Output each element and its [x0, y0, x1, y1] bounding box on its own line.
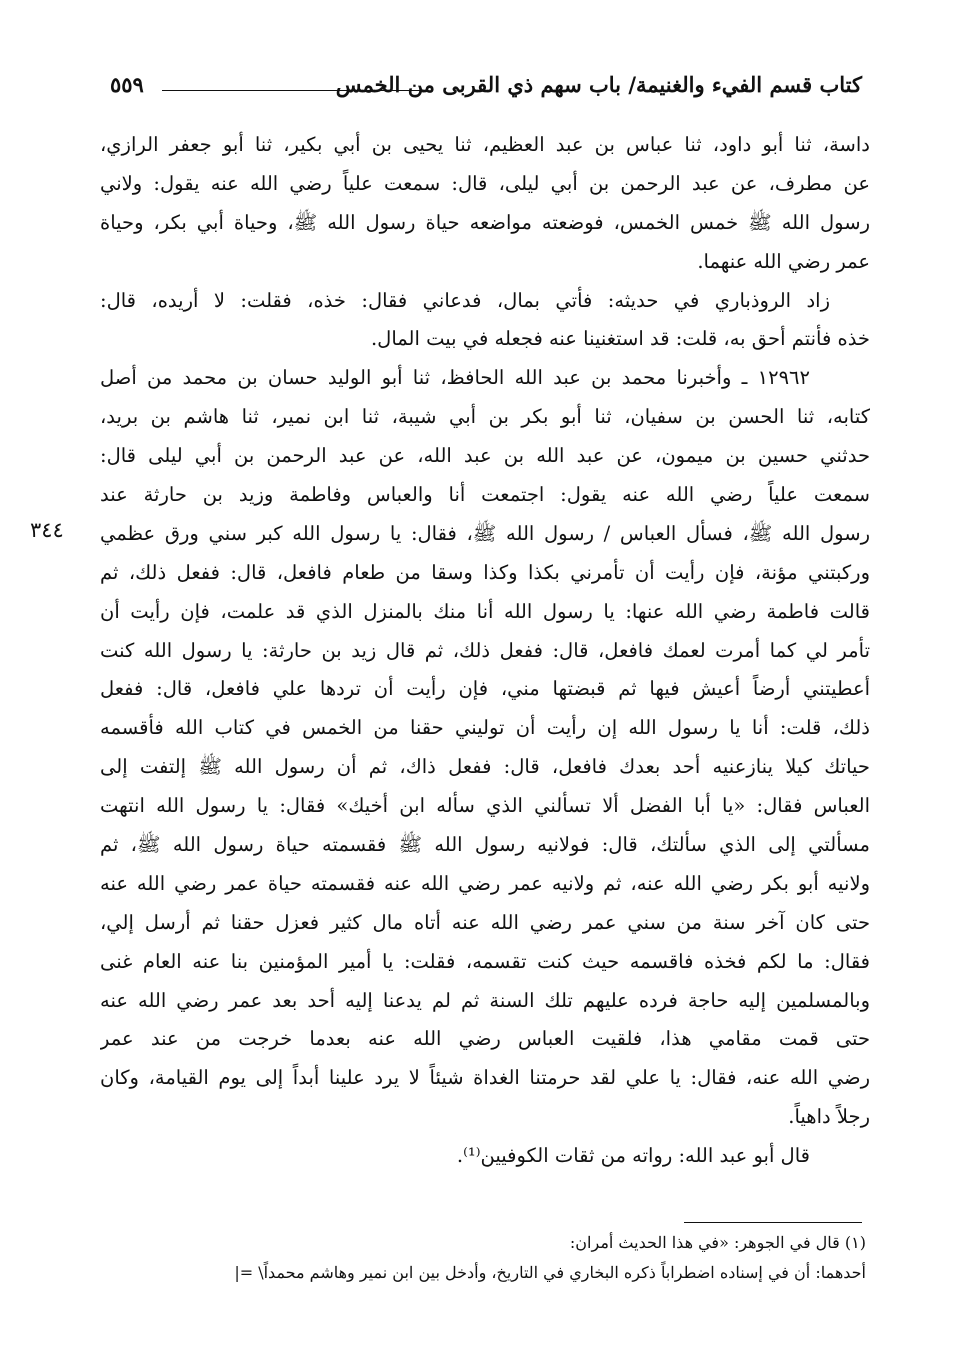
- text-line: ولانيه أبو بكر رضي الله عنه، ثم ولانيه عمر رضي الله عنه فقسمته حياة عمر رضي الله عنه: [100, 871, 870, 895]
- text-line: عن مطرف، عن عبد الرحمن بن أبي ليلى، قال: سمعت علياً رضي الله عنه يقول: ولاني: [100, 171, 870, 195]
- text-line: خذه فأنتم أحق به، قلت: قد استغنينا عنه فجعله في بيت المال.: [370, 327, 870, 351]
- text-line: عمر رضي الله عنهما.: [697, 249, 870, 273]
- margin-page-reference: ٣٤٤: [30, 518, 64, 542]
- text-line: رسول الله ﷺ خمس الخمس، فوضعته مواضعه حياة رسول الله ﷺ، وحياة أبي بكر، وحياة: [100, 210, 870, 234]
- text-line: مسألتي إلى الذي سألتك، قال: فولانيه رسول الله ﷺ فقسمته حياة رسول الله ﷺ، ثم: [100, 833, 870, 857]
- text-line: حياتك كيلا ينازعنيه أحد بعدك فافعل، قال: ففعل ذاك، ثم أن رسول الله ﷺ إلتفت إلى: [100, 755, 870, 779]
- footnote-line: أحدهما: أن في إسناده اضطراباً ذكره البخاري في التاريخ، وأدخل بين ابن نمير وهاشم محمداً\ =|: [234, 1263, 866, 1282]
- footnote-line: (١) قال في الجوهر: «في هذا الحديث أمران:: [569, 1233, 866, 1252]
- page-header: [110, 72, 862, 108]
- text-line: قالت فاطمة رضي الله عنها: يا رسول الله أنا منك بالمنزل الذي قد علمت، فإن رأيت أن: [100, 599, 870, 623]
- text-line: العباس فقال: «يا أبا الفضل ألا تسألني الذي سأله ابن أخيك» فقال: يا رسول الله انتهت: [100, 794, 870, 818]
- text-line: كتابه، ثنا الحسن بن سفيان، ثنا أبو بكر بن أبي شيبة، ثنا ابن نمير، ثنا هاشم بن بريد،: [100, 405, 870, 429]
- text-line: وبالمسلمين إليه حاجة فرده عليهم تلك السنة ثم لم يدعنا إليه أحد بعد عمر رضي الله عنه: [100, 988, 870, 1012]
- hadith-number-line: ١٢٩٦٢ ـ وأخبرنا محمد بن عبد الله الحافظ، ثنا أبو الوليد حسان بن محمد من أصل: [100, 366, 810, 390]
- text-line: تأمر لي كما أمرت لعمك فافعل، قال: ففعل ذلك، ثم قال زيد بن حارثة: يا رسول الله كنت: [100, 638, 870, 662]
- page-number: ٥٥٩: [110, 72, 144, 97]
- text-line: حتى كان آخر سنة من سني عمر رضي الله عنه أتاه مال كثير فعزل حقنا ثم أرسل إلي،: [100, 910, 870, 934]
- text-line: فقال: ما لكم فخذه فاقسمه حيث كنت تقسمه، فقلت: يا أمير المؤمنين بنا عنه العام غنى: [100, 949, 870, 973]
- text-line: ذلك، قلت: أنا يا رسول الله إن رأيت أن توليني حقنا من الخمس في كتاب الله فأقسمه: [100, 716, 870, 740]
- text-line: حدثني حسين بن ميمون، عن عبد الله بن عبد الله، عن عبد الرحمن بن أبي ليلى قال:: [100, 444, 870, 468]
- text-line: رضي الله عنه، فقال: يا علي لقد حرمتنا الغداة شيئاً لا يرد علينا أبداً إلى يوم القيامة، وكان: [100, 1066, 870, 1090]
- text-line: زاد الروذباري في حديثه: فأتي بمال، فدعاني فقال: خذه، فقلت: لا أريده، قال:: [100, 288, 830, 312]
- footnote-rule: [684, 1222, 862, 1223]
- text-line: أعطيتني أرضاً أعيش فيها ثم قبضتها مني، فإن رأيت أن تردها علي فافعل، قال: ففعل: [100, 677, 870, 701]
- text-line: وركبتني مؤنة، فإن رأيت أن تأمرني بكذا وكذا وسقا من طعام فافعل، قال: ففعل ذلك، ثم: [100, 560, 870, 584]
- main-text: [100, 126, 870, 1176]
- text-line: حتى قمت مقامي هذا، فلقيت العباس رضي الله عنه بعدما خرجت من عند عمر: [100, 1027, 870, 1051]
- running-title: كتاب قسم الفيء والغنيمة/ باب سهم ذي القربى من الخمس: [335, 72, 862, 97]
- header-rule: [162, 90, 428, 91]
- text-line: رجلاً داهياً.: [788, 1105, 870, 1129]
- text-line: قال أبو عبد الله: رواته من ثقات الكوفيين⁽¹⁾.: [456, 1144, 810, 1168]
- text-line: سمعت علياً رضي الله عنه يقول: اجتمعت أنا والعباس وفاطمة وزيد بن حارثة عند: [100, 483, 870, 507]
- text-line: داسة، ثنا أبو داود، ثنا عباس بن عبد العظيم، ثنا يحيى بن أبي بكير، ثنا أبو جعفر الرازي،: [100, 133, 870, 156]
- footnotes: [68, 1228, 866, 1288]
- text-line: رسول الله ﷺ، فسأل العباس / رسول الله ﷺ، فقال: يا رسول الله كبر سني ورق عظمي: [100, 521, 870, 545]
